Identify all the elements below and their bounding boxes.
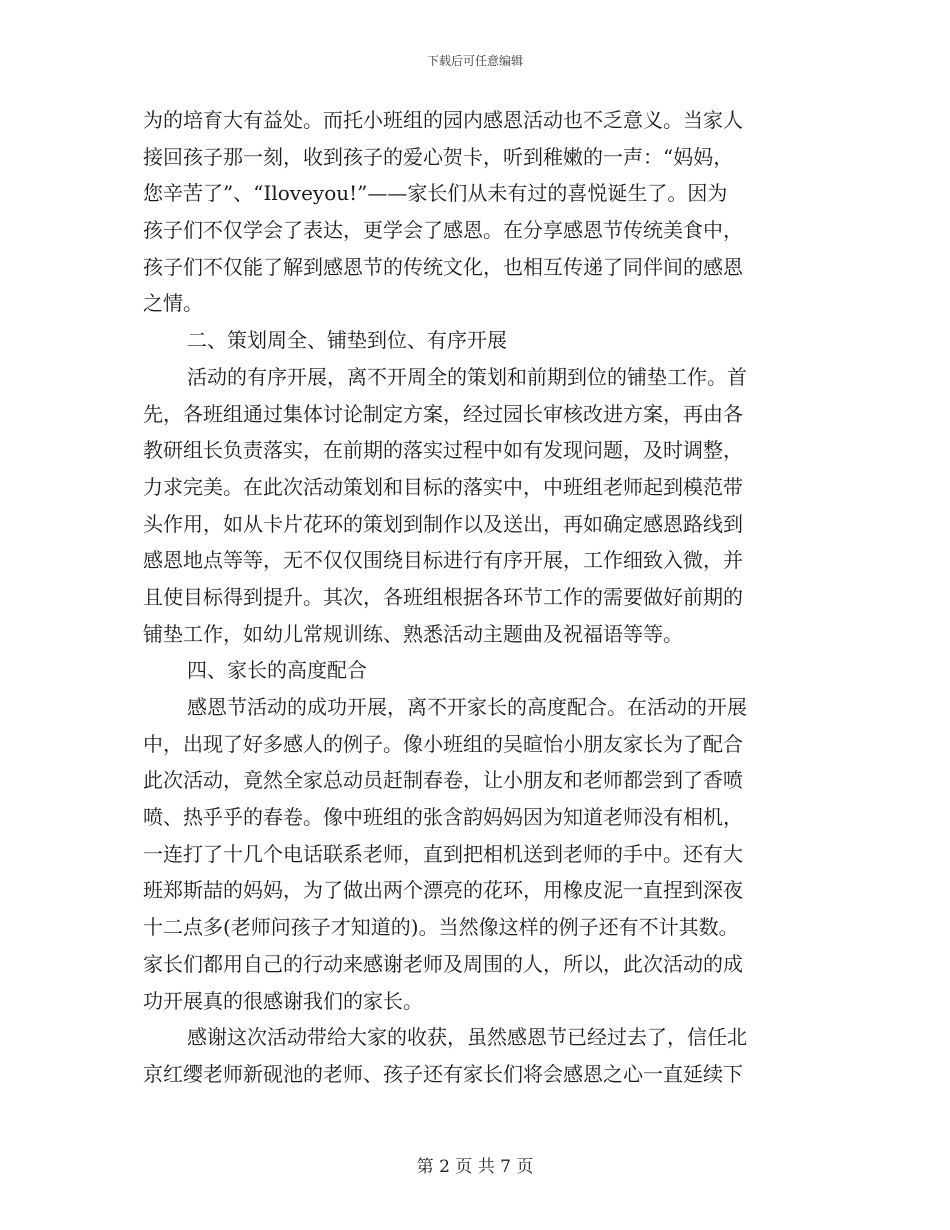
text-line: 为的培育大有益处。而托小班组的园内感恩活动也不乏意义。当家人 <box>143 108 743 132</box>
text-line: 且使目标得到提升。其次，各班组根据各环节工作的需要做好前期的 <box>143 584 743 609</box>
text-line: 功开展真的很感谢我们的家长。 <box>143 988 423 1013</box>
text-line: 头作用，如从卡片花环的策划到制作以及送出，再如确定感恩路线到 <box>143 511 743 536</box>
text-line: 十二点多(老师问孩子才知道的)。当然像这样的例子还有不计其数。 <box>143 915 739 940</box>
text-line: 家长们都用自己的行动来感谢老师及周围的人，所以，此次活动的成 <box>143 951 743 976</box>
document-body <box>143 102 805 1093</box>
text-line: 力求完美。在此次活动策划和目标的落实中，中班组老师起到模范带 <box>143 474 743 499</box>
section-heading: 二、策划周全、铺垫到位、有序开展 <box>187 328 507 353</box>
text-line: 铺垫工作，如幼儿常规训练、熟悉活动主题曲及祝福语等等。 <box>143 621 683 646</box>
text-line: 此次活动，竟然全家总动员赶制春卷，让小朋友和老师都尝到了香喷 <box>143 768 743 793</box>
text-line: 您辛苦了”、“Iloveyou!”——家长们从未有过的喜悦诞生了。因为 <box>143 181 728 206</box>
text-line: 中，出现了好多感人的例子。像小班组的吴暄怡小朋友家长为了配合 <box>143 731 743 756</box>
section-heading: 四、家长的高度配合 <box>187 658 367 683</box>
text-line: 教研组长负责落实，在前期的落实过程中如有发现问题，及时调整， <box>143 438 743 463</box>
text-line: 一连打了十几个电话联系老师，直到把相机送到老师的手中。还有大 <box>143 841 743 866</box>
text-line: 班郑斯喆的妈妈，为了做出两个漂亮的花环，用橡皮泥一直捏到深夜 <box>143 878 743 903</box>
text-line: 先，各班组通过集体讨论制定方案，经过园长审核改进方案，再由各 <box>143 401 743 426</box>
text-line: 接回孩子那一刻，收到孩子的爱心贺卡，听到稚嫩的一声：“妈妈， <box>143 144 734 169</box>
text-line: 感谢这次活动带给大家的收获，虽然感恩节已经过去了，信任北 <box>187 1025 747 1050</box>
text-line: 之情。 <box>143 291 203 316</box>
page-header: 下载后可任意编辑 <box>426 54 523 68</box>
text-line: 孩子们不仅能了解到感恩节的传统文化，也相互传递了同伴间的感恩 <box>143 254 743 279</box>
text-line: 感恩节活动的成功开展，离不开家长的高度配合。在活动的开展 <box>187 695 747 719</box>
text-line: 孩子们不仅学会了表达，更学会了感恩。在分享感恩节传统美食中， <box>143 218 743 243</box>
page-number: 第 2 页 共 7 页 <box>416 1157 534 1177</box>
text-line: 喷、热乎乎的春卷。像中班组的张含韵妈妈因为知道老师没有相机， <box>143 805 743 830</box>
text-line: 感恩地点等等，无不仅仅围绕目标进行有序开展，工作细致入微，并 <box>143 548 743 573</box>
text-line: 活动的有序开展，离不开周全的策划和前期到位的铺垫工作。首 <box>187 364 747 389</box>
text-line: 京红缨老师新砚池的老师、孩子还有家长们将会感恩之心一直延续下 <box>143 1061 743 1086</box>
